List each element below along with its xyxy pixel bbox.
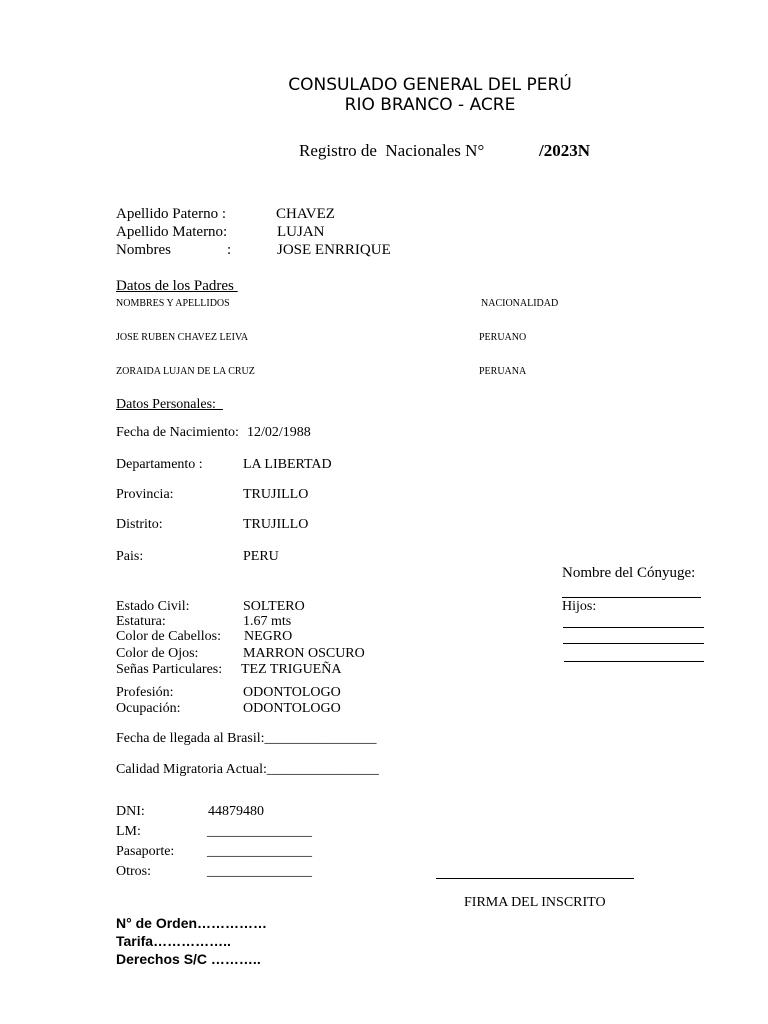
madre-nombre: ZORAIDA LUJAN DE LA CRUZ — [116, 366, 255, 377]
pais-label: Pais: — [116, 549, 144, 564]
estado-civil-value: SOLTERO — [243, 599, 305, 614]
nombres-colon: : — [227, 242, 232, 258]
hijos-label: Hijos: — [562, 599, 597, 614]
conyuge-label: Nombre del Cónyuge: — [562, 565, 696, 581]
calidad-migratoria-field: Calidad Migratoria Actual:________________ — [116, 762, 379, 777]
tarifa-field: Tarifa…………….. — [116, 933, 231, 949]
nombres-value: JOSE ENRRIQUE — [277, 242, 391, 258]
firma-line — [436, 878, 634, 879]
apellido-materno-value: LUJAN — [277, 224, 325, 240]
color-ojos-label: Color de Ojos: — [116, 646, 199, 661]
registro-label: Registro de Nacionales N° — [299, 141, 485, 160]
orden-field: N° de Orden…………… — [116, 915, 268, 931]
pais-value: PERU — [243, 549, 279, 564]
madre-nacionalidad: PERUANA — [479, 366, 527, 377]
consulate-city: RIO BRANCO - ACRE — [344, 95, 516, 115]
ocupacion-value: ODONTOLOGO — [243, 701, 341, 716]
padres-col-nacionalidad: NACIONALIDAD — [481, 298, 559, 309]
estado-civil-label: Estado Civil: — [116, 599, 190, 614]
otros-value: _______________ — [207, 864, 312, 879]
padres-title: Datos de los Padres — [116, 278, 238, 294]
fecha-nacimiento-value: 12/02/1988 — [247, 425, 311, 440]
pasaporte-label: Pasaporte: — [116, 844, 175, 859]
derechos-field: Derechos S/C ……….. — [116, 951, 261, 967]
profesion-label: Profesión: — [116, 685, 174, 700]
color-cabellos-value: NEGRO — [244, 629, 293, 644]
otros-label: Otros: — [116, 864, 151, 879]
fecha-llegada-field: Fecha de llegada al Brasil:________________ — [116, 731, 377, 746]
apellido-materno-label: Apellido Materno: — [116, 224, 228, 240]
personales-title: Datos Personales: — [116, 397, 223, 412]
firma-label: FIRMA DEL INSCRITO — [464, 895, 606, 910]
padre-nacionalidad: PERUANO — [479, 332, 527, 343]
padres-col-nombres: NOMBRES Y APELLIDOS — [116, 298, 230, 309]
ocupacion-label: Ocupación: — [116, 701, 181, 716]
hijos-line-1 — [563, 627, 704, 628]
hijos-line-2 — [563, 643, 704, 644]
conyuge-line — [562, 597, 701, 598]
nombres-label: Nombres — [116, 242, 171, 258]
distrito-label: Distrito: — [116, 517, 163, 532]
lm-label: LM: — [116, 824, 141, 839]
distrito-value: TRUJILLO — [243, 517, 309, 532]
color-cabellos-label: Color de Cabellos: — [116, 629, 221, 644]
profesion-value: ODONTOLOGO — [243, 685, 341, 700]
estatura-value: 1.67 mts — [243, 614, 292, 629]
dni-value: 44879480 — [208, 804, 264, 819]
consulate-title: CONSULADO GENERAL DEL PERÚ — [288, 75, 572, 95]
senas-value: TEZ TRIGUEÑA — [241, 662, 342, 677]
apellido-paterno-value: CHAVEZ — [276, 206, 335, 222]
provincia-value: TRUJILLO — [243, 487, 309, 502]
departamento-label: Departamento : — [116, 457, 203, 472]
departamento-value: LA LIBERTAD — [243, 457, 332, 472]
provincia-label: Provincia: — [116, 487, 174, 502]
estatura-label: Estatura: — [116, 614, 166, 629]
apellido-paterno-label: Apellido Paterno : — [116, 206, 226, 222]
hijos-line-3 — [564, 661, 704, 662]
registro-number: /2023N — [539, 141, 590, 160]
color-ojos-value: MARRON OSCURO — [243, 646, 365, 661]
senas-label: Señas Particulares: — [116, 662, 223, 677]
dni-label: DNI: — [116, 804, 145, 819]
fecha-nacimiento-label: Fecha de Nacimiento: — [116, 425, 239, 440]
pasaporte-value: _______________ — [207, 844, 312, 859]
padre-nombre: JOSE RUBEN CHAVEZ LEIVA — [116, 332, 249, 343]
lm-value: _______________ — [207, 824, 312, 839]
